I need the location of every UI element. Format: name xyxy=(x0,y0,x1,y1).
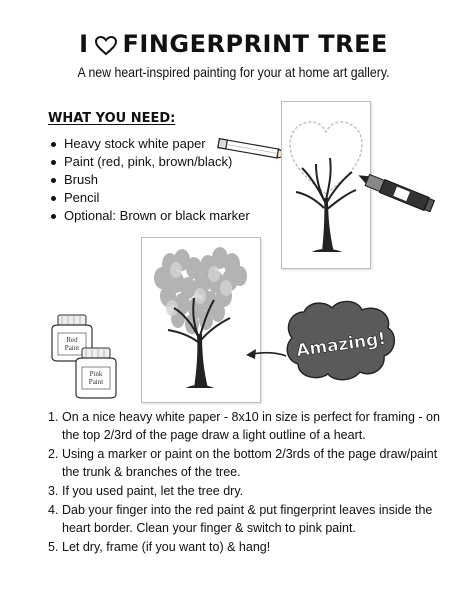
step-number: 1. xyxy=(48,410,59,424)
red-jar-label-1: Red xyxy=(66,336,78,344)
bubble-text: Amazing! xyxy=(295,328,388,362)
instructions-list xyxy=(48,408,448,557)
red-jar-label-2: Paint xyxy=(64,344,80,352)
step-number: 4. xyxy=(48,503,59,517)
pink-paint-jar xyxy=(70,346,120,400)
step-text: Using a marker or paint on the bottom 2/3rds of the page draw/paint the trunk & branches of the tree. xyxy=(62,447,438,479)
materials-item: Brush xyxy=(50,171,250,189)
pink-jar-label-1: Pink xyxy=(89,370,103,378)
pink-jar-label-2: Paint xyxy=(88,378,104,386)
step-text: Let dry, frame (if you want to) & hang! xyxy=(62,540,271,554)
materials-item: Optional: Brown or black marker xyxy=(50,207,250,225)
step-text: Dab your finger into the red paint & put fingerprint leaves inside the heart border. Clean your finger & switch to pink paint. xyxy=(62,503,433,535)
title-prefix: I xyxy=(79,30,89,58)
page-title xyxy=(0,30,467,58)
step-item xyxy=(48,408,448,444)
step-item xyxy=(48,445,448,481)
amazing-bubble xyxy=(282,298,400,382)
step-number: 5. xyxy=(48,540,59,554)
fingerprint-tree-card xyxy=(141,237,261,403)
step-item xyxy=(48,538,448,556)
subtitle: A new heart-inspired painting for your at home art gallery. xyxy=(77,64,390,80)
step-text: On a nice heavy white paper - 8x10 in size is perfect for framing - on the top 2/3rd of the page draw a light outline of a heart. xyxy=(62,410,440,442)
materials-heading: WHAT YOU NEED: xyxy=(48,111,176,126)
heart-icon xyxy=(95,34,117,54)
materials-item: Heavy stock white paper xyxy=(50,135,250,153)
marker-icon xyxy=(350,170,438,218)
materials-item: Pencil xyxy=(50,189,250,207)
step-number: 3. xyxy=(48,484,59,498)
step-number: 2. xyxy=(48,447,59,461)
title-main: FINGERPRINT TREE xyxy=(122,30,388,58)
step-text: If you used paint, let the tree dry. xyxy=(62,484,244,498)
step-item xyxy=(48,482,448,500)
step-item xyxy=(48,501,448,537)
materials-item: Paint (red, pink, brown/black) xyxy=(50,153,250,171)
fingerprint-tree-drawing xyxy=(142,238,260,402)
